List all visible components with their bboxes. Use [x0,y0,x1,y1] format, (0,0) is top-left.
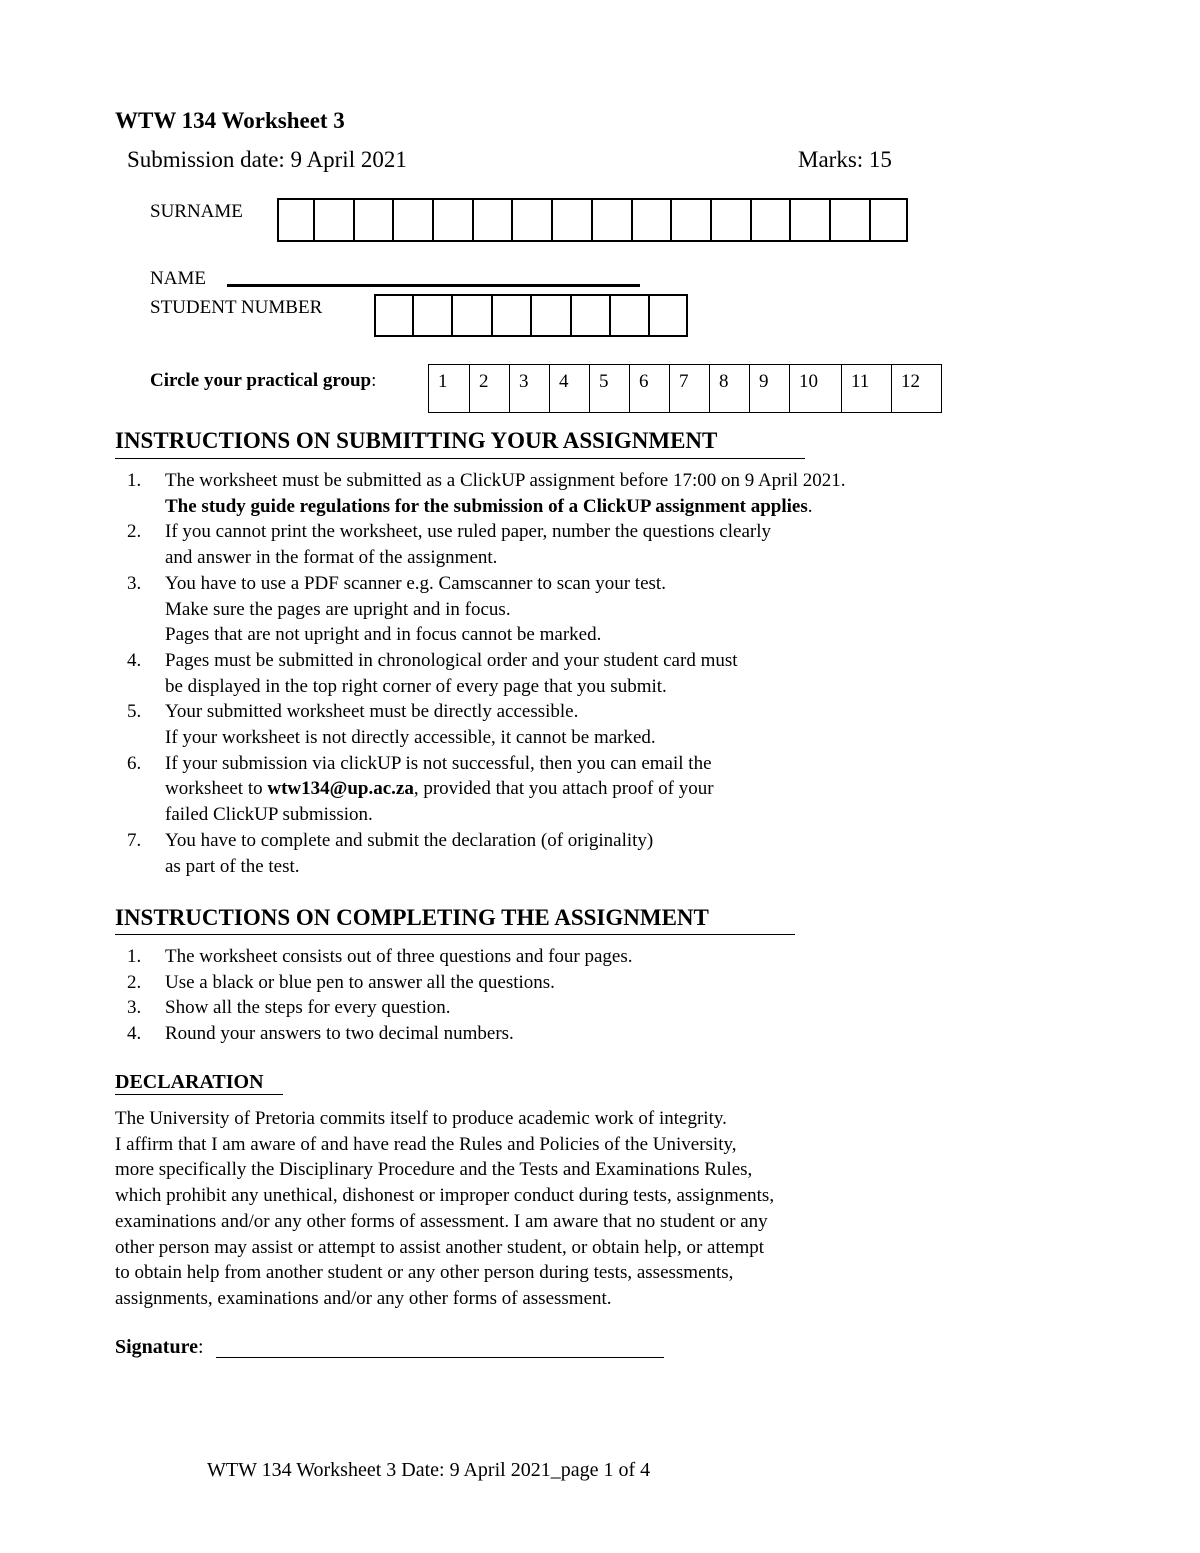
practical-group-option[interactable] [841,364,891,413]
submitting-heading: INSTRUCTIONS ON SUBMITTING YOUR ASSIGNMENT [115,428,718,453]
completing-heading-underline [115,934,795,935]
list-item-text [165,571,666,648]
list-item-text [165,519,771,570]
student-number-digit-box[interactable] [491,294,530,337]
list-item-number: 2. [127,521,142,543]
completing-instructions [127,944,633,1047]
text-line: If your submission via clickUP is not successful, then you can email the [165,752,712,774]
list-item-text [165,648,738,699]
list-item-text: The worksheet consists out of three questions and four pages. [165,946,633,967]
student-number-digit-box[interactable] [412,294,451,337]
practical-group-number: 9 [759,371,769,392]
email-address[interactable]: wtw134@up.ac.za [267,778,414,800]
text-line: be displayed in the top right corner of every page that you submit. [165,675,667,697]
list-item-number: 5. [127,701,142,723]
marks-total: Marks: 15 [798,147,892,172]
surname-char-box[interactable] [313,198,353,242]
declaration-text [115,1106,774,1312]
list-item-number: 3. [127,997,142,1019]
surname-char-box[interactable] [551,198,591,242]
list-item [127,944,633,970]
list-item [127,468,846,519]
practical-group-options[interactable] [428,364,942,413]
student-number-digit-box[interactable] [648,294,687,337]
surname-char-box[interactable] [829,198,869,242]
list-item-number: 1. [127,470,142,491]
practical-group-option[interactable] [789,364,841,413]
list-item-text: Show all the steps for every question. [165,997,451,1019]
list-item-text [165,751,714,828]
text-line: If your worksheet is not directly accessible, it cannot be marked. [165,727,656,749]
text-line: as part of the test. [165,855,300,877]
regulation-note: The study guide regulations for the submission of a ClickUP assignment applies. [165,495,813,517]
student-number-boxes[interactable] [374,294,688,337]
text-line: failed ClickUP submission. [165,804,373,826]
surname-label: SURNAME [150,201,243,222]
practical-group-option[interactable] [629,364,669,413]
student-number-digit-box[interactable] [530,294,569,337]
list-item [127,995,633,1021]
email-line: worksheet to wtw134@up.ac.za, provided that you attach proof of your [165,778,714,800]
list-item-text: Use a black or blue pen to answer all the questions. [165,971,555,993]
declaration-line: to obtain help from another student or any other person during tests, assessments, [115,1262,734,1284]
list-item-number: 7. [127,829,142,851]
list-item [127,519,846,570]
declaration-heading: DECLARATION [115,1071,264,1093]
declaration-line: I affirm that I am aware of and have read the Rules and Policies of the University, [115,1133,737,1155]
surname-char-box[interactable] [869,198,909,242]
student-number-digit-box[interactable] [374,294,412,337]
submission-date: Submission date: 9 April 2021 [127,147,407,172]
declaration-line: which prohibit any unethical, dishonest or improper conduct during tests, assignments, [115,1185,775,1207]
surname-char-box[interactable] [750,198,790,242]
practical-group-number: 10 [799,371,818,392]
text-line: Pages that are not upright and in focus cannot be marked. [165,624,602,646]
declaration-line: assignments, examinations and/or any other forms of assessment. [115,1287,612,1309]
list-item-number: 4. [127,649,142,671]
practical-group-option[interactable] [669,364,709,413]
practical-group-option[interactable] [891,364,942,413]
practical-group-option[interactable] [549,364,589,413]
student-number-digit-box[interactable] [609,294,648,337]
text-line: Pages must be submitted in chronological order and your student card must [165,649,738,671]
text-line: Your submitted worksheet must be directly accessible. [165,701,579,723]
practical-group-number: 3 [519,371,529,392]
list-item-text [165,468,846,519]
surname-char-box[interactable] [277,198,313,242]
practical-group-option[interactable] [709,364,749,413]
practical-group-option[interactable] [749,364,789,413]
student-number-label: STUDENT NUMBER [150,297,323,318]
text-line: You have to use a PDF scanner e.g. Camscanner to scan your test. [165,572,666,594]
surname-char-box[interactable] [670,198,710,242]
practical-group-number: 7 [679,371,689,392]
text-line: You have to complete and submit the declaration (of originality) [165,829,654,851]
practical-group-number: 8 [719,371,729,392]
surname-char-box[interactable] [432,198,472,242]
surname-char-box[interactable] [472,198,512,242]
list-item [127,1021,633,1047]
practical-group-number: 1 [438,371,448,392]
surname-char-box[interactable] [789,198,829,242]
practical-group-option[interactable] [469,364,509,413]
declaration-line: more specifically the Disciplinary Procedure and the Tests and Examinations Rules, [115,1159,753,1181]
list-item-number: 4. [127,1023,142,1045]
practical-group-option[interactable] [509,364,549,413]
list-item-text [165,828,653,879]
name-label: NAME [150,268,206,289]
text-line: The worksheet must be submitted as a ClickUP assignment before 17:00 on 9 April 2021. [165,470,846,491]
surname-char-box[interactable] [631,198,671,242]
surname-char-box[interactable] [710,198,750,242]
list-item [127,648,846,699]
practical-group-number: 2 [479,371,489,392]
practical-group-option[interactable] [428,364,469,413]
student-number-digit-box[interactable] [570,294,609,337]
text-line: and answer in the format of the assignment. [165,547,498,569]
surname-char-box[interactable] [392,198,432,242]
signature-line[interactable] [216,1357,664,1358]
declaration-line: examinations and/or any other forms of assessment. I am aware that no student or any [115,1210,768,1232]
list-item-number: 1. [127,946,142,967]
signature-label: Signature: [115,1336,204,1358]
practical-group-number: 6 [639,371,649,392]
list-item-text [165,699,656,750]
completing-heading: INSTRUCTIONS ON COMPLETING THE ASSIGNMENT [115,905,709,930]
practical-group-label: Circle your practical group: [150,370,377,391]
list-item [127,571,846,648]
practical-group-number: 5 [599,371,609,392]
text-line: If you cannot print the worksheet, use ruled paper, number the questions clearly [165,521,771,543]
list-item [127,970,633,996]
surname-boxes[interactable] [277,198,908,242]
practical-group-number: 4 [559,371,569,392]
worksheet-title: WTW 134 Worksheet 3 [115,108,345,133]
practical-group-option[interactable] [589,364,629,413]
list-item-number: 2. [127,971,142,993]
declaration-line: other person may assist or attempt to assist another student, or obtain help, or attempt [115,1236,765,1258]
list-item [127,828,846,879]
surname-char-box[interactable] [591,198,631,242]
student-number-digit-box[interactable] [451,294,490,337]
declaration-line: The University of Pretoria commits itself to produce academic work of integrity. [115,1108,727,1129]
declaration-underline [115,1094,283,1095]
submitting-heading-underline [115,458,805,459]
list-item-text: Round your answers to two decimal numbers. [165,1023,514,1045]
submitting-instructions [127,468,846,879]
page-footer: WTW 134 Worksheet 3 Date: 9 April 2021_page 1 of 4 [207,1459,651,1481]
name-line[interactable] [227,284,640,287]
list-item [127,751,846,828]
list-item-number: 3. [127,572,142,594]
list-item [127,699,846,750]
list-item-number: 6. [127,752,142,774]
text-line: Make sure the pages are upright and in focus. [165,598,511,620]
surname-char-box[interactable] [511,198,551,242]
practical-group-number: 12 [901,371,920,392]
practical-group-number: 11 [851,371,870,392]
surname-char-box[interactable] [353,198,393,242]
